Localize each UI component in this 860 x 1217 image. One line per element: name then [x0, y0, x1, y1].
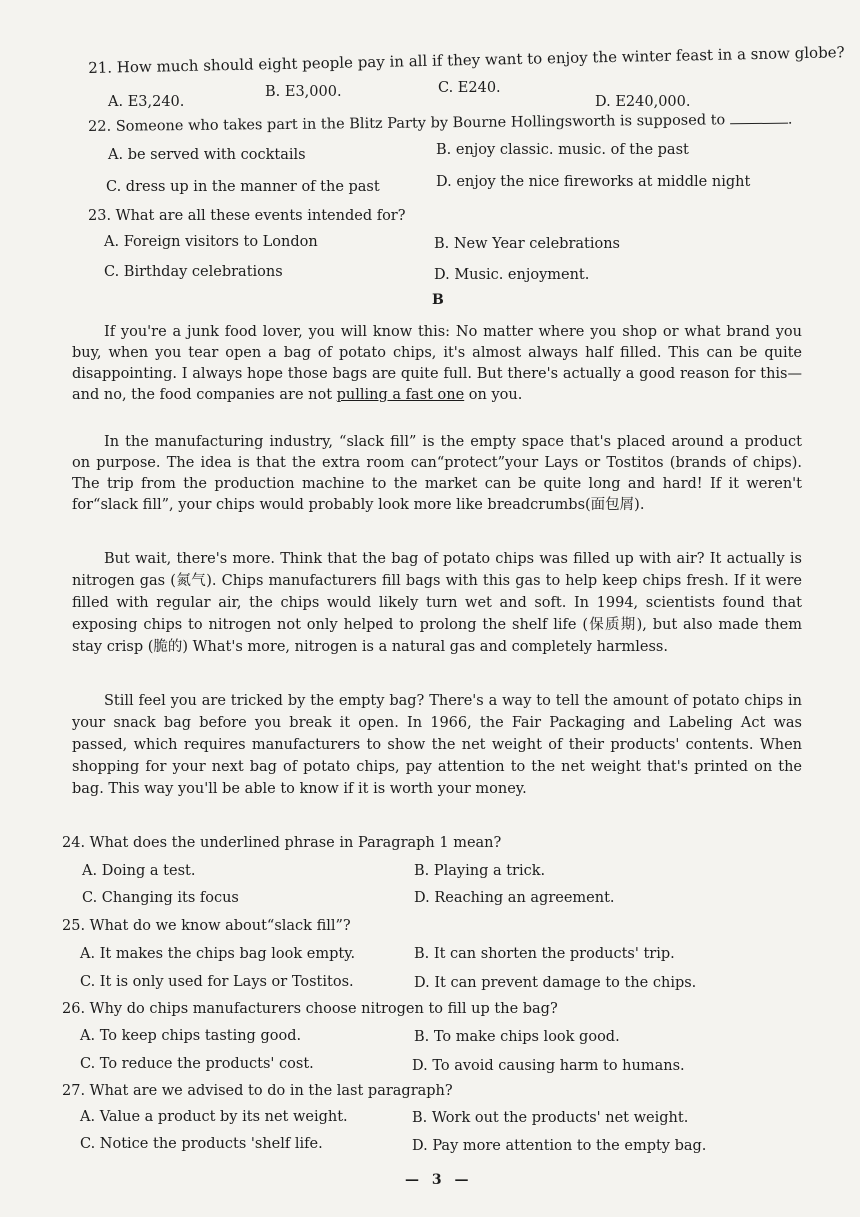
page-number: — 3 —: [405, 1172, 473, 1188]
paragraph-4-text: Still feel you are tricked by the empty bag? There's a way to tell the amount of potato chips in your snack bag before you break it open. In 1966, the Fair Packaging and Labeling Act was passed, which requires manufacturers to show the net weight of their products' contents. When shopping for your next bag of potato chips, pay attention to the net weight that's printed on the bag. This way you'll be able to know if it is worth your money.: [72, 693, 802, 797]
paragraph-1-text: If you're a junk food lover, you will know this: No matter where you shop or what brand you buy, when you tear open a bag of potato chips, it's almost always half filled. This can be quite disappointing. I always hope those bags are quite full. But there's actually a good reason for this—and no, the food companies are not: [72, 324, 802, 403]
paragraph-1-end: on you.: [464, 387, 523, 403]
question-26-option-d: D. To avoid causing harm to humans.: [412, 1058, 685, 1074]
question-23-option-c: C. Birthday celebrations: [104, 264, 283, 280]
question-22-stem: [88, 109, 793, 137]
question-27-option-b: B. Work out the products' net weight.: [412, 1110, 689, 1126]
question-24-option-c: C. Changing its focus: [82, 890, 239, 906]
passage-paragraph-2: [72, 432, 802, 516]
question-27-option-d: D. Pay more attention to the empty bag.: [412, 1138, 707, 1154]
question-25-option-d: D. It can prevent damage to the chips.: [414, 975, 697, 991]
question-23-option-a: A. Foreign visitors to London: [104, 234, 318, 250]
question-22-option-c: C. dress up in the manner of the past: [106, 179, 380, 195]
question-24-stem: 24. What does the underlined phrase in Paragraph 1 mean?: [62, 835, 502, 851]
question-27-option-c: C. Notice the products 'shelf life.: [80, 1136, 323, 1152]
question-22-stem-text: 22. Someone who takes part in the Blitz Party by Bourne Hollingsworth is supposed to: [88, 112, 726, 135]
question-24-option-d: D. Reaching an agreement.: [414, 890, 615, 906]
question-21-option-d: D. E240,000.: [595, 94, 691, 110]
underlined-phrase: pulling a fast one: [336, 387, 465, 403]
passage-paragraph-4: [72, 690, 802, 800]
question-22-option-d: D. enjoy the nice fireworks at middle night: [436, 174, 751, 190]
question-25-option-a: A. It makes the chips bag look empty.: [80, 946, 356, 962]
question-26-stem: 26. Why do chips manufacturers choose nitrogen to fill up the bag?: [62, 1001, 558, 1017]
question-25-option-c: C. It is only used for Lays or Tostitos.: [80, 974, 354, 990]
question-21-option-c: C. E240.: [438, 80, 501, 96]
question-27-option-a: A. Value a product by its net weight.: [80, 1109, 348, 1125]
question-23-stem: 23. What are all these events intended for?: [88, 208, 406, 224]
question-26-option-b: B. To make chips look good.: [414, 1029, 620, 1045]
question-26-option-c: C. To reduce the products' cost.: [80, 1056, 314, 1072]
question-22-option-b: B. enjoy classic. music. of the past: [436, 142, 689, 158]
passage-paragraph-1: [72, 322, 802, 406]
question-25-stem: 25. What do we know about“slack fill”?: [62, 918, 351, 934]
question-27-stem: 27. What are we advised to do in the last paragraph?: [62, 1083, 453, 1099]
paragraph-2-text: In the manufacturing industry, “slack fill” is the empty space that's placed around a product on purpose. The idea is that the extra room can“protect”your Lays or Tostitos (brands of chips). The trip from the production machine to the market can be quite long and hard! If it weren't for“slack fill”, your chips would probably look more like breadcrumbs(面包屑).: [72, 434, 802, 513]
question-26-option-a: A. To keep chips tasting good.: [80, 1028, 302, 1044]
question-22-option-a: A. be served with cocktails: [108, 147, 306, 163]
question-24-option-b: B. Playing a trick.: [414, 863, 546, 879]
question-21-option-a: A. E3,240.: [108, 94, 185, 110]
question-24-option-a: A. Doing a test.: [82, 863, 196, 879]
question-23-option-d: D. Music. enjoyment.: [434, 267, 590, 283]
question-22-stem-end: .: [787, 111, 793, 128]
question-21-stem: 21. How much should eight people pay in all if they want to enjoy the winter feast in a snow globe?: [88, 43, 845, 77]
question-23-option-b: B. New Year celebrations: [434, 236, 620, 252]
section-label: B: [432, 292, 444, 308]
question-25-option-b: B. It can shorten the products' trip.: [414, 946, 675, 962]
paragraph-3-text: But wait, there's more. Think that the bag of potato chips was filled up with air? It actually is nitrogen gas (氮气). Chips manufacturers fill bags with this gas to help keep chips fresh. If it were filled with regular air, the chips would likely turn wet and soft. In 1994, scientists found that exposing chips to nitrogen not only helped to prolong the shelf life (保质期), but also made them stay crisp (脆的) What's more, nitrogen is a natural gas and completely harmless.: [72, 551, 802, 655]
passage-paragraph-3: [72, 548, 802, 658]
answer-blank: [730, 109, 788, 125]
question-21-option-b: B. E3,000.: [265, 84, 342, 100]
